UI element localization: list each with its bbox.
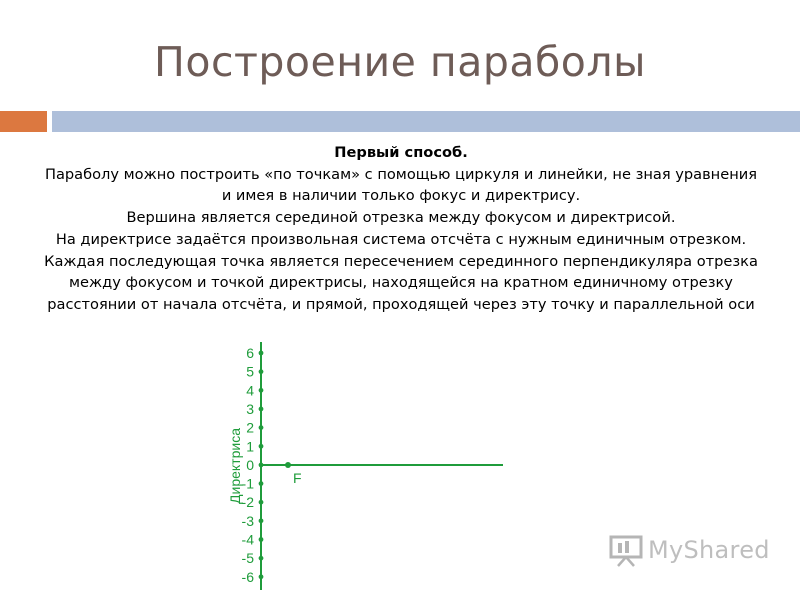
- tick-label: 6: [246, 345, 254, 361]
- focus-point: [285, 462, 291, 468]
- tick-label: -2: [241, 494, 254, 511]
- tick-mark: [259, 369, 264, 374]
- tick-mark: [259, 425, 264, 430]
- tick-label: -4: [241, 531, 254, 548]
- tick-mark: [259, 407, 264, 412]
- tick-mark: [259, 388, 264, 393]
- tick-mark: [259, 574, 264, 579]
- tick-mark: [259, 537, 264, 542]
- watermark-text: MyShared: [648, 536, 770, 564]
- tick-label: 4: [246, 382, 254, 399]
- text-line: расстоянии от начала отсчёта, и прямой, проходящей через эту точку и параллельной оси: [47, 295, 755, 313]
- tick-label: 0: [246, 456, 254, 473]
- tick-label: -6: [241, 568, 254, 585]
- diagram-group: [227, 342, 503, 590]
- watermark: [608, 533, 770, 567]
- tick-mark: [259, 444, 264, 449]
- text-line: между фокусом и точкой директрисы, находящейся на кратном единичному отрезку: [69, 274, 733, 292]
- tick-label: -1: [241, 475, 254, 492]
- tick-mark: [259, 351, 264, 356]
- text-line: Вершина является серединой отрезка между фокусом и директрисой.: [126, 209, 676, 227]
- tick-mark: [259, 500, 264, 505]
- tick-label: 1: [246, 438, 254, 455]
- tick-mark: [259, 481, 264, 486]
- tick-mark: [259, 556, 264, 561]
- tick-mark: [259, 463, 264, 468]
- presentation-icon: [608, 533, 644, 567]
- slide-title: Построение параболы: [154, 38, 646, 86]
- tick-label: 5: [246, 363, 254, 380]
- method-heading: Первый способ.: [334, 144, 468, 161]
- text-line: Каждая последующая точка является пересечением серединного перпендикуляра отрезка: [44, 252, 758, 270]
- tick-label: -3: [241, 512, 254, 529]
- tick-mark: [259, 518, 264, 523]
- tick-label: 2: [246, 419, 254, 436]
- focus-label: F: [293, 470, 302, 486]
- text-line: На директрисе задаётся произвольная система отсчёта с нужным единичным отрезком.: [55, 230, 747, 248]
- tick-label: -5: [241, 550, 254, 567]
- directrix-label: Директриса: [227, 428, 243, 504]
- text-line: Параболу можно построить «по точкам» с помощью циркуля и линейки, не зная уравнения: [44, 165, 757, 183]
- text-line: и имея в наличии только фокус и директрису.: [221, 187, 581, 205]
- tick-label: 3: [246, 400, 254, 417]
